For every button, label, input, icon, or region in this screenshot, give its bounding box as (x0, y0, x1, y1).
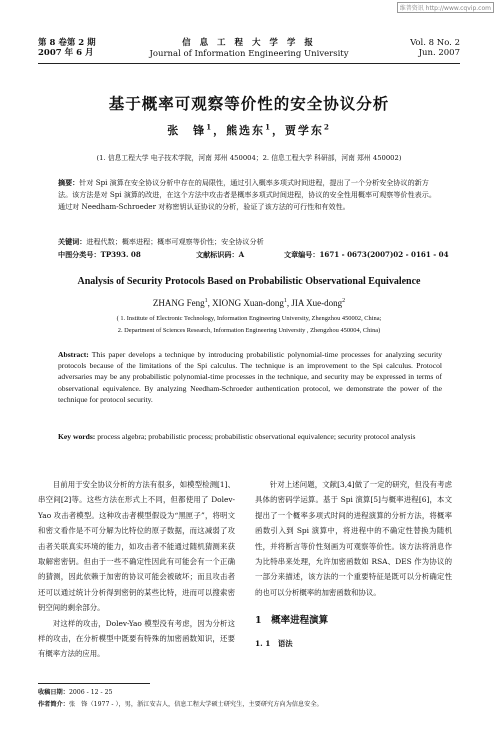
article-number (284, 250, 449, 260)
body-paragraph: 针对上述问题，文献[3,4]做了一定的研究，但没有考虑具体的密码学运算。基于 Spi 演算[5]与概率进程[6]，本文提出了一个概率多项式时间的进程演算的分析方法，将概率函数引入到 Spi 演算中，将进程中的不确定性替换为随机性，并将断言等价性刻画为可观察等价性。该方法将消息作为比特串来处理，允许加密函数如 RSA、DES 作为协议的一部分来描述，该方法的一个重要特征是既可以分析确定性的也可以分析概率的加密函数和协议。 (255, 480, 452, 597)
affiliation-en-2: 2. Department of Sciences Research, Information Engineering University , Zhengzhou 450004, China) (117, 327, 381, 334)
clc-label: 中图分类号： (58, 250, 101, 259)
keywords-text-en: process algebra; probabilistic process; probabilistic observational equivalence; security protocol analysis (97, 432, 416, 441)
author-list-cn: 张 锋$^1$，熊选东$^1$，贾学东$^2$ (167, 122, 331, 137)
abstract-en (58, 349, 442, 405)
date-en: Jun. 2007 (418, 48, 460, 58)
body-paragraph: 目前用于安全协议分析的方法有很多，如模型检测[1]、串空间[2]等。这些方法在形式上不同，但都使用了 Dolev-Yao 攻击者模型。这种攻击者模型假设为“黑匣子”，将明文和密文看作是不可分解为比特位的原子数据，而这减弱了攻击者关联真实环境的能力，如攻击者不能通过随机猜测来获取解密密钥。但由于一些不确定性因此有可能会有一个正确的猜测，因此依赖于加密的协议可能会被破坏；而且攻击者还可以通过统计分析得到密钥的某些比特，进而可以搜索密钥空间的剩余部分。 (38, 480, 235, 613)
header-rule (38, 63, 460, 64)
doc-value: A (238, 250, 245, 259)
abstract-text-en: This paper develops a technique by introducing probabilistic polynomial-time processes for analyzing security protocols because of the limitations of the Spi calculus. The technique is an improvement to the Spi calculus. Protocol adversaries may be any probabilistic polynomial-time processes in the technique, and security may be expressed in terms of observational equivalence. By analyzing Needham-Schroeder authentication protocol, we demonstrate the power of the technique for protocol security. (58, 350, 442, 404)
volume-cn: 第 8 卷第 2 期 (38, 38, 96, 48)
author-name: 熊选东 (226, 124, 266, 137)
body-paragraph: 对这样的攻击，Dolev-Yao 模型没有考虑，因为分析这样的攻击，在分析模型中既要有特殊的加密函数知识，还要有概率方法的应用。 (38, 618, 235, 659)
doc-code (196, 250, 244, 260)
body-column-left (38, 477, 235, 662)
author-sup-en: 1 (283, 298, 287, 304)
clc-number (58, 250, 141, 260)
volume-en: Vol. 8 No. 2 (410, 38, 460, 48)
keywords-label-en: Key words: (58, 432, 96, 441)
affiliation-cn: (1. 信息工程大学 电子技术学院，河南 郑州 450004；2. 信息工程大学 科研部，河南 郑州 450002) (96, 154, 402, 162)
author-list-en: ZHANG Feng$^1$, XIONG Xuan-dong$^1$, JIA Xue-dong$^2$ (152, 298, 346, 308)
clc-value: TP393. 08 (100, 250, 141, 259)
author-sup: 2 (323, 122, 331, 132)
author-name: 贾学东 (284, 124, 324, 137)
abstract-label-en: Abstract: (58, 350, 89, 359)
author-bio: 张 锋（1977 - ），男，浙江安吉人，信息工程大学硕士研究生，主要研究方向为信息安全。 (68, 701, 323, 708)
paper-title: 基于概率可观察等价性的安全协议分析 (108, 94, 390, 113)
keywords-cn (58, 236, 442, 248)
doc-label: 文献标识码： (196, 250, 239, 259)
subsection-heading: 1. 1 语法 (255, 639, 293, 648)
abstract-text-cn: 针对 Spi 演算在安全协议分析中存在的局限性，通过引入概率多项式时间进程，提出了一个分析安全协议的新方法。该方法是对 Spi 演算的改进，在这个方法中攻击者是概率多项式时间进程，协议的安全性用概率可观察等价性表示。通过对 Needham-Schroeder 对称密钥认证协议的分析，验证了该方法的可行性和有效性。 (58, 178, 436, 211)
watermark: 维普资讯 http://www.cqvip.com (397, 2, 494, 13)
abstract-cn (58, 177, 442, 212)
author-sup: 1 (265, 122, 272, 132)
abstract-label-cn: 摘要： (58, 178, 80, 187)
header-volume-en (410, 38, 460, 58)
author-sup: 1 (206, 122, 214, 132)
paper-title-en: Analysis of Security Protocols Based on Probabilistic Observational Equivalence (77, 276, 421, 287)
author-bio-label: 作者简介： (38, 701, 69, 708)
footnote-author (38, 700, 323, 709)
article-label: 文章编号： (284, 250, 320, 259)
journal-name-en: Journal of Information Engineering University (149, 49, 349, 59)
keywords-label-cn: 关键词： (58, 237, 87, 246)
author-sup-en: 2 (342, 298, 346, 304)
received-date: 2006 - 12 - 25 (68, 689, 113, 696)
body-column-right (255, 477, 452, 600)
journal-name-cn: 信 息 工 程 大 学 学 报 (182, 38, 316, 48)
received-label: 收稿日期： (38, 689, 69, 696)
author-name-en: XIONG Xuan-dong (212, 298, 284, 308)
author-name: 张 锋 (167, 124, 207, 137)
author-name-en: ZHANG Feng (152, 298, 205, 308)
author-sup-en: 1 (204, 298, 208, 304)
footnote-rule (38, 683, 150, 684)
section-heading: 1 概率进程演算 (255, 615, 329, 626)
author-name-en: JIA Xue-dong (291, 298, 343, 308)
affiliation-en-1: ( 1. Institute of Electronic Technology, Information Engineering University, Zhengzhou 450002, China; (116, 315, 382, 322)
footnote-received (38, 688, 112, 697)
keywords-en (58, 431, 442, 442)
date-cn: 2007 年 6 月 (38, 48, 94, 58)
keywords-text-cn: 进程代数；概率进程；概率可观察等价性；安全协议分析 (86, 237, 264, 246)
article-value: 1671 - 0673(2007)02 - 0161 - 04 (319, 250, 449, 259)
